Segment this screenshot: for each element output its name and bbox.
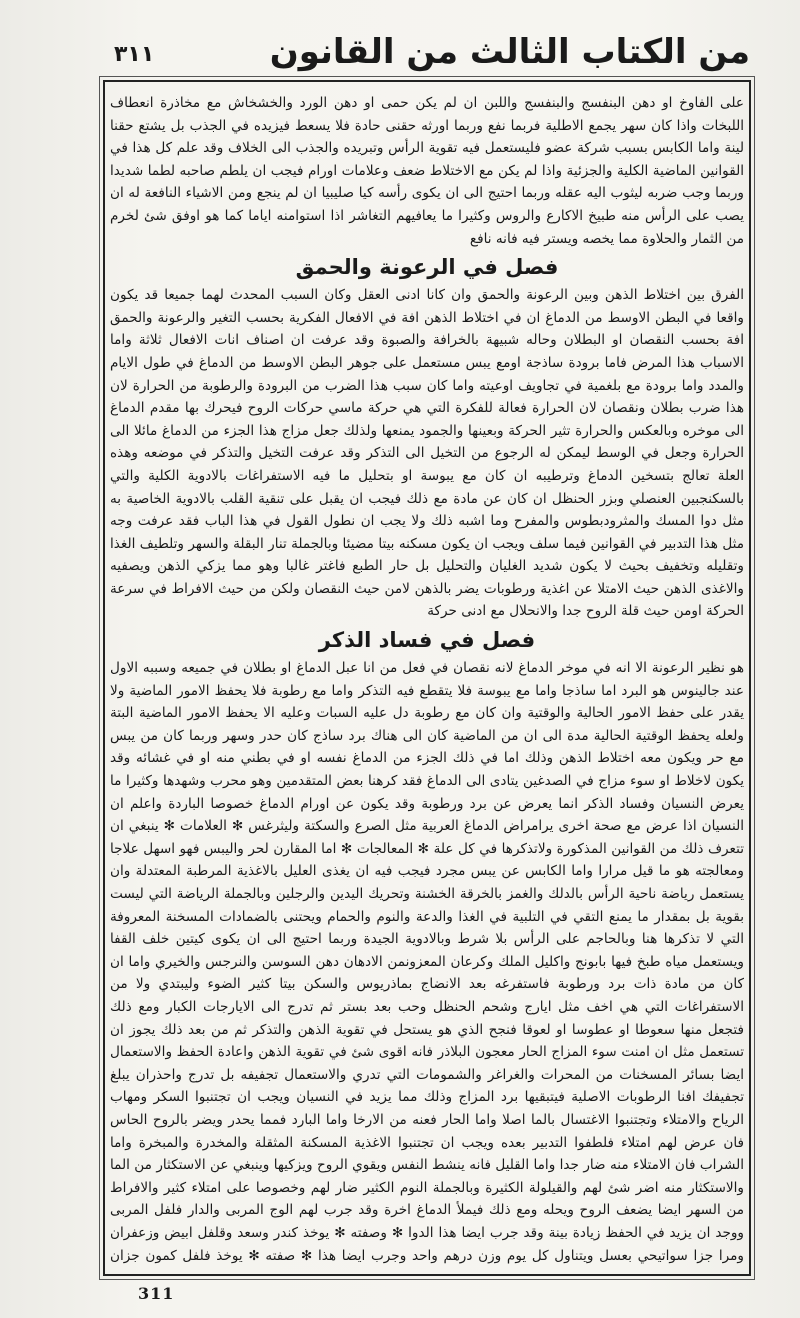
running-title: من الكتاب الثالث من القانون <box>269 32 750 72</box>
section-heading-memory: فصل في فساد الذكر <box>318 628 536 653</box>
running-head <box>100 28 750 78</box>
text-block <box>110 92 744 1270</box>
paragraph-stupidity: الفرق بين اختلاط الذهن وبين الرعونة والحمق وان كانا ادنى العقل وكان السبب المحدث لهما جميعا قد يكون واقعا في البطن الاوسط من الدماغ ان في اختلاط الذهن افة في الافعال الفكرية بحسب التغير والرعونة والحمق افة بحسب النقصان او البطلان وحاله شبيهة بالخرافة والصبوة وقد عرفت ان اصناف انات الافعال ثلاثة واما الاسباب هذا المرض فاما برودة ساذجة اومع يبس مستعمل على جوهر البطن الاوسط من الدماغ في طول الايام والمدد واما برودة مع بلغمية في تجاويف اوعيته واما كان سبب هذا الضرب من البرودة والرطوبة من الحرارة لان هذا ضرب بطلان ونقصان لان الحرارة فعالة للفكرة التي هي حركة ماسي حركات الروح فيحرك بها مقدم الدماغ الى موخره وبالعكس والحرارة تثير الحركة وبعينها والجمود يمنعها ولذلك جعل مزاج هذا الجزء من الدماغ مائلا الى الحرارة وجعل في الوسط ليمكن له الرجوع من التخيل الى التذكر وقد عرفت التخيل والتذكر في موضعه وهذه العلة تعالج بتسخين الدماغ وترطيبه ان كان مع يبوسة او بتحليل ما فيه الاستفراغات بالادوية الكلية والتي بالسكنجبين العنصلي وبزر الحنظل ان كان عن مادة مع ذلك فيجب ان يقبل على تنقية القلب بالادوية الخاصية به مثل دوا المسك والمثرودبطوس والمفرح وما اشبه ذلك ولا يجب ان نطول القول في هذا الباب فقد عرفت وجه مثل هذا التدبير في القوانين فيما سلف ويجب ان يكون مسكنه بيتا مضيئا وبالجملة تنار البقلة والسهر وتلطيف الغذا وتقليله وتخفيف بحيث لا يكون شديد الغليان والتحليل بل حار الطبع فاغتر غالبا وهو مما يزكي الذهن ويصفيه والاغذى الذهن حيث الامتلا عن اغذية ورطوبات يضر بالذهن لامن حيث النقصان ولكن من حيث الافراط في سرعة الحركة اومن حيث قلة الروح جدا والانحلال مع ادنى حركة <box>110 287 744 620</box>
paragraph-memory: هو نظير الرعونة الا انه في موخر الدماغ لانه نقصان في فعل من انا عبل الدماغ او بطلان في جميعه وسببه الاول عند جالينوس هو البرد اما ساذجا واما مع يبوسة فلا يتقطع فيه التذكر واما مع رطوبة فلا يحفظ الامور الماضية ولا يقدر على حفظ الامور الحالية والوقتية وان كان مع رطوبة دل عليه السبات وعليه الا يحفظ الامور الماضية البتة ولعله يحفظ الوقتية الحالية مدة الى ان من الماضية كان الى هناك برد ساذج كان حدر وسهر وربما كان من يبس مع حر ويكون معه اختلاط الذهن وذلك اما في ذلك الجزء من الدماغ نفسه او في بطني منه او في غشائه وقد يكون لاخلاط او سوء مزاج في الصدغين يتادى الى الدماغ فقد كرهنا بعض المتقدمين وهو محرب وشهدها وكثيرا ما يعرض النسيان وفساد الذكر انما يعرض عن برد ورطوبة وقد يكون عن اورام الدماغ خصوصا الباردة واعلم ان النسيان اذا عرض مع صحة اخرى يرامراض الدماغ العربية مثل الصرع والسكتة وليثرغس ✻ العلامات ✻ ينبغي ان تتعرف ذلك من القوانين المذكورة ولاتذكرها في كل علة ✻ المعالجات ✻ اما المقارن لحر واليبس فهو اسهل علاجا ومعالجته هو ما قيل مرارا واما الكابس عن يبس مجرد فيجب فيه ان يغذى العليل بالاغذية المرطبة المعتدلة وان يستعمل رياضة ناحية الرأس بالدلك والغمز بالخرقة الخشنة وتحريك اليدين والرجلين وبالجملة الرياضة التي ليست بقوية بل بمقدار ما يمنع التقي في التلبية في الغذا والدعة والنوم والحمام ويحتنى بالضمادات المسخنة المعروفة التي لا تذكرها هنا وبالحاجم على الرأس بلا شرط وبالادوية الجيدة وربما احتيج الى ان يكوى كيتين خلف القفا ويستعمل مياه طبخ فيها بابونج واكليل الملك وكرعان المعزونمن الادهان دهن السوسن والنرجس والخيري واما ان كان من مادة ذات برد ورطوبة فاستفرغه بعد الانضاج بماذريوس والسكن بيتا كثير الضوء وليبتدي ولا من الاستفراغات التي هي اخف مثل ايارج وشحم الحنظل وحب بعد بستر ثم تدرج الى الايارجات الكبار ومع ذلك فتجعل منها سعوطا او عطوسا او لعوقا فنجح الذي هو يستحل في تقوية الذهن والتذكر ثم من بعد ذلك يجوز ان تستعمل مثل ان امنت سوء المزاج الحار معجون البلاذر فانه اقوى شئ في تقوية الذهن واعادة الحفظ والاستعمال ايضا بسائر المسخنات من المحرات والغراغر والشمومات التي تدري والاستعمال تجفيفه بل تدرج واحذران يبلغ تجفيفك افنا الرطوبات الاصلية فيتبقيها برد المزاج وذلك مما يزيد في النسيان ويجب ان تجتنبوا السكر ومهاب الرياح والامتلاء وتجتنبوا الاغتسال بالما اصلا واما الحار فعنه من الارخا واما البارد فمما يحدر ويضر بالروح الحاس فان عرض لهم امتلاء فلطفوا التدبير بعده ويجب ان تجتنبوا الاغذية المسكنة المثقلة والمخدرة والمبخرة واما الشراب فان الامتلاء منه ضار جدا واما القليل فانه ينشط النفس ويقوي الروح ويزكيها وينبغي عن الاستكثار من الما والاستكثار منه اضر شئ لهم والقيلولة الكثيرة وبالجملة النوم الكثير ضار لهم وخصوصا على امتلاء كثير والافراط من السهر ايضا يضعف الروح ويحله ومع ذلك فيملأ الدماغ اخرة وقد جرب لهم الوج المربى والدار فلفل المربى ووجد ان يزيد في الحفظ زيادة بينة وقد جرب ايضا هذا الدوا ✻ وصفته ✻ يوخذ كندر وسعد وقلفل ابيض وزعفران ومرا جزا سواتيحي بعسل ويتناول كل يوم وزن درهم واحد وجرب ايضا هذا ✻ صفته ✻ يوخذ فلفل كمون جزان <box>110 660 744 1264</box>
page-number-top: ٣١١ <box>114 42 155 67</box>
page-number-bottom: 311 <box>138 1284 175 1303</box>
section-heading-stupidity: فصل في الرعونة والحمق <box>295 255 559 280</box>
paragraph-intro: على الفاوخ او دهن البنفسج والبنفسج واللبن ان لم يكن حمى او دهن الورد والخشخاش مع مخاذرة انعطاف اللبخات واذا كان سهر يجمع الاطلية فربما نفع وربما اورثه حقنى حادة فلا يسعط فيزيده في الجذب بل يشتع حقنا لينة واما الكابس بسبب شركة عضو فليستعمل فيه تقوية الرأس وتبريده والجذب الى الخلاف وقد علم كل هذا في القوانين الماضية الكلية والجزئية واذا لم يكن مع الاختلاط ضعف وعلامات اورام فيجب ان يلطم صاحبه لطما شديدا وربما وجب ضربه ليثوب اليه عقله وربما احتيج الى ان يكوى رأسه كيا صليبيا ان لم ينجع ومن الاشياء النافعة له ان يصب على الرأس منه طبيخ الاكارع والروس وكثيرا ما يعافيهم التغاشر اذا استوامنه اياما كما هو اوفق شئ لخرم من الثمار والحلاوة مما يخصه ويستر فيه فانه نافع <box>110 95 744 247</box>
